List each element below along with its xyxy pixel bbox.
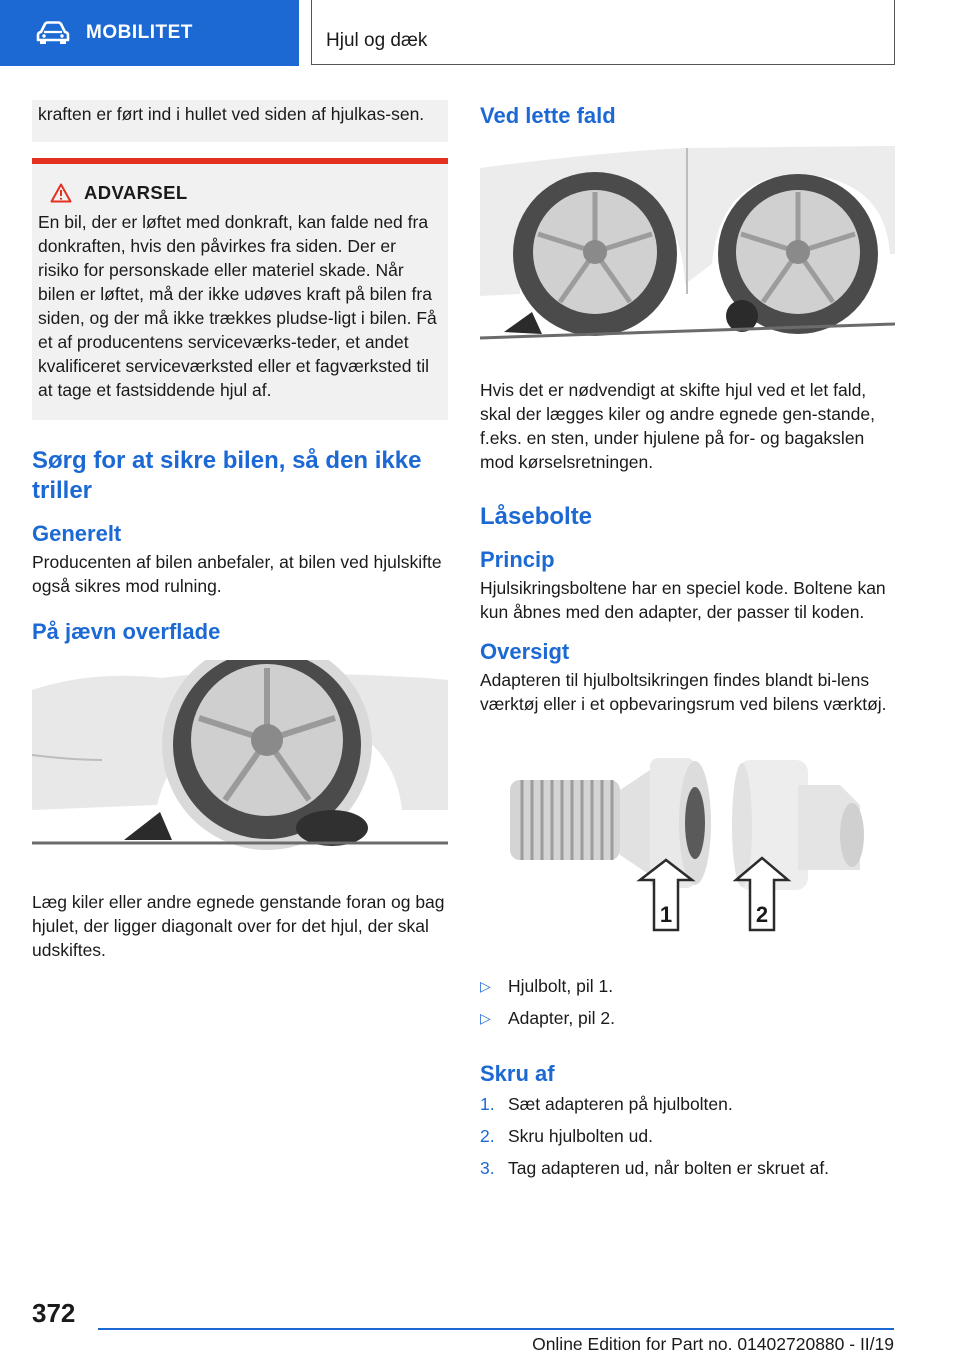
main-heading: Sørg for at sikre bilen, så den ikke triller xyxy=(32,447,422,504)
edition-note: Online Edition for Part no. 01402720880 - II/19 xyxy=(532,1334,894,1354)
slope-text: Hvis det er nødvendigt at skifte hjul ved et let fald, skal der lægges kiler og andre egnede gen‐stande, f.eks. en sten, under hjulene på for- og bagakslen mod kørselsretningen. xyxy=(480,380,875,472)
footer-divider xyxy=(98,1328,894,1330)
general-text: Producenten af bilen anbefaler, at bilen ved hjulskifte også sikres mod rulning. xyxy=(32,552,442,596)
unscrew-heading: Skru af xyxy=(480,1061,555,1086)
principle-heading: Princip xyxy=(480,547,555,572)
step-number: 1. xyxy=(480,1094,495,1114)
arrow-2-label: 2 xyxy=(755,902,769,927)
principle-text: Hjulsikringsboltene har en speciel kode. Boltene kan kun åbnes med den adapter, der passer til koden. xyxy=(480,578,886,622)
step-number: 2. xyxy=(480,1126,495,1146)
chapter-title: Hjul og dæk xyxy=(326,30,428,51)
lock-bolt-illustration xyxy=(480,740,895,940)
warning-text: En bil, der er løftet med donkraft, kan falde ned fra donkraften, hvis den påvirkes fra siden. Der er risiko for personskade eller materiel skade. Når bilen er løftet, må der ikke udøves kraft på bilen fra siden, og der må ikke trækkes pludse‐ligt i bilen. Få et af producentens serviceværks‐teder, et andet kvalificeret serviceværksted eller et fagværksted til at tage et fastsiddende hjul af. xyxy=(38,212,437,400)
list-item xyxy=(480,1006,896,1030)
slope-illustration xyxy=(480,144,895,340)
level-surface-illustration xyxy=(32,660,448,850)
section-tab xyxy=(0,0,299,66)
warning-box xyxy=(32,158,448,420)
car-icon xyxy=(36,21,70,45)
list-item xyxy=(480,974,896,998)
slope-heading: Ved lette fald xyxy=(480,103,616,128)
chapter-header xyxy=(311,0,895,65)
list-item-text: Adapter, pil 2. xyxy=(508,1008,616,1028)
arrow-1-label: 1 xyxy=(659,902,673,927)
continued-note-box xyxy=(32,100,448,142)
step-text: Tag adapteren ud, når bolten er skruet af. xyxy=(508,1158,830,1178)
step-item xyxy=(480,1124,896,1148)
step-item xyxy=(480,1092,896,1116)
step-text: Sæt adapteren på hjulbolten. xyxy=(508,1094,733,1114)
lock-bolt-heading: Låsebolte xyxy=(480,503,593,530)
list-item-text: Hjulbolt, pil 1. xyxy=(508,976,614,996)
step-text: Skru hjulbolten ud. xyxy=(508,1126,653,1146)
bolt-parts-list xyxy=(480,974,896,1030)
left-column xyxy=(32,100,448,962)
warning-title: ADVARSEL xyxy=(84,182,188,203)
continued-text: kraften er ført ind i hullet ved siden af hjulkas‐sen. xyxy=(38,104,425,124)
overview-text: Adapteren til hjulboltsikringen findes blandt bi‐lens værktøj eller i et opbevaringsrum ved bilens værktøj. xyxy=(480,670,887,714)
level-surface-heading: På jævn overflade xyxy=(32,619,221,644)
triangle-bullet-icon: ▷ xyxy=(480,978,491,994)
level-surface-text: Læg kiler eller andre egnede genstande foran og bag hjulet, der ligger diagonalt over for det hjul, der skal udskiftes. xyxy=(32,892,445,960)
general-heading: Generelt xyxy=(32,521,122,546)
warning-triangle-icon xyxy=(50,183,72,203)
step-number: 3. xyxy=(480,1158,495,1178)
page-number: 372 xyxy=(32,1298,76,1328)
unscrew-steps xyxy=(480,1092,896,1180)
overview-heading: Oversigt xyxy=(480,639,570,664)
right-column xyxy=(480,100,896,1188)
section-label: MOBILITET xyxy=(86,22,193,43)
triangle-bullet-icon: ▷ xyxy=(480,1010,491,1026)
step-item xyxy=(480,1156,896,1180)
